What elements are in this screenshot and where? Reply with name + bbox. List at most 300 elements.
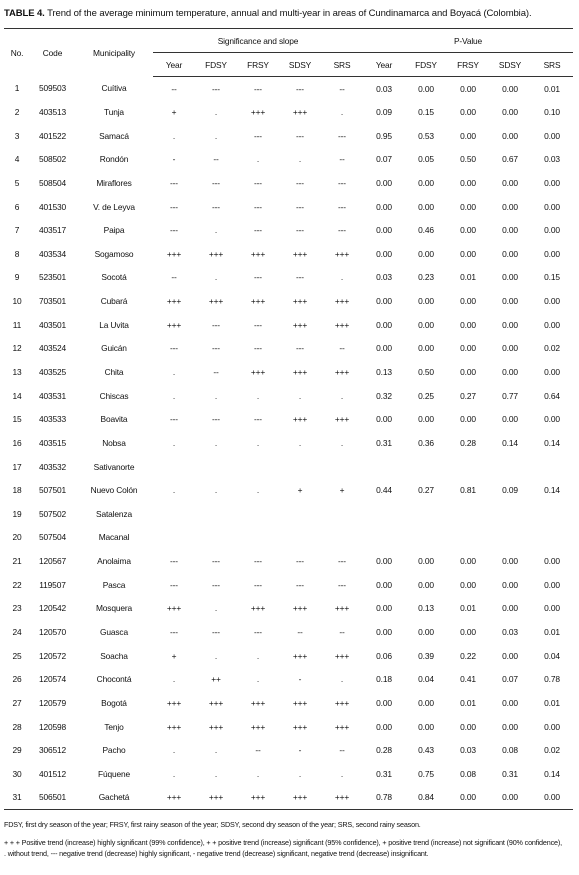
header-p-fdsy: FDSY	[405, 53, 447, 77]
table-row	[4, 549, 573, 573]
p-value-cell: 0.00	[544, 367, 560, 377]
significance-cell: ---	[212, 627, 220, 638]
significance-cell: ---	[170, 556, 178, 567]
p-value-cell: 0.27	[460, 390, 476, 401]
p-value-cell: 0.14	[544, 437, 560, 448]
significance-cell: +++	[208, 721, 224, 732]
station-code: 509503	[38, 83, 67, 94]
header-p-year: Year	[363, 53, 405, 77]
table-header	[4, 29, 573, 77]
row-number: 26	[12, 674, 22, 685]
station-code: 403525	[38, 367, 67, 377]
station-code: 506501	[38, 792, 67, 803]
row-number: 28	[12, 721, 22, 732]
p-value-cell: 0.01	[460, 603, 476, 614]
municipality-name: Rondón	[99, 154, 129, 165]
table-row	[4, 573, 573, 597]
p-value-cell: 0.04	[544, 650, 560, 661]
p-value-cell: 0.00	[418, 201, 434, 212]
significance-cell: .	[214, 603, 218, 614]
table-row	[4, 502, 573, 526]
station-code: 508502	[38, 154, 67, 165]
significance-cell: .	[340, 106, 344, 117]
significance-cell: +++	[292, 367, 308, 377]
station-code: 119507	[39, 579, 66, 590]
significance-cell: ---	[338, 130, 346, 141]
significance-cell: ---	[338, 177, 346, 188]
station-code: 120574	[38, 674, 67, 685]
p-value-cell: 0.44	[376, 485, 392, 496]
significance-cell: .	[298, 437, 302, 448]
significance-cell: .	[214, 485, 218, 496]
p-value-cell: 0.00	[376, 627, 392, 638]
significance-cell: ---	[212, 414, 220, 425]
station-code: 403515	[38, 437, 67, 448]
significance-cell: +++	[166, 792, 182, 803]
significance-cell: ---	[170, 343, 178, 354]
station-code: 523501	[38, 272, 67, 283]
p-value-cell: 0.50	[460, 154, 476, 165]
station-code: 120598	[38, 721, 67, 732]
p-value-cell: 0.00	[544, 130, 560, 141]
significance-cell	[279, 502, 321, 526]
p-value-cell	[405, 526, 447, 550]
p-value-cell: 0.00	[418, 319, 434, 330]
p-value-cell: 0.15	[418, 106, 434, 117]
p-value-cell: 0.31	[376, 768, 392, 779]
significance-cell: -	[298, 674, 302, 685]
table-row	[4, 195, 573, 219]
p-value-cell: 0.53	[418, 130, 434, 141]
significance-cell: +++	[208, 248, 224, 259]
significance-cell: +++	[334, 721, 350, 732]
p-value-cell: 0.00	[502, 650, 518, 661]
p-value-cell: 0.02	[544, 343, 560, 354]
significance-cell: +++	[208, 792, 224, 803]
significance-cell	[195, 502, 237, 526]
significance-cell: ---	[254, 556, 262, 567]
significance-cell: --	[213, 154, 219, 165]
significance-cell: +++	[292, 414, 308, 425]
row-number: 16	[12, 437, 22, 448]
significance-cell: +	[171, 106, 177, 117]
table-row	[4, 384, 573, 408]
p-value-cell: 0.81	[460, 485, 476, 496]
table-row	[4, 147, 573, 171]
p-value-cell	[531, 455, 573, 479]
p-value-cell: 0.00	[460, 83, 476, 94]
table-row	[4, 124, 573, 148]
p-value-cell: 0.10	[544, 106, 560, 117]
p-value-cell: 0.07	[502, 674, 518, 685]
p-value-cell	[489, 526, 531, 550]
significance-cell: ---	[296, 343, 304, 354]
municipality-name: La Uvita	[99, 319, 129, 330]
table-row	[4, 478, 573, 502]
table-row	[4, 597, 573, 621]
p-value-cell: 0.06	[376, 650, 392, 661]
municipality-name: Satalenza	[96, 508, 132, 519]
significance-cell: ---	[296, 130, 304, 141]
p-value-cell: 0.00	[544, 579, 560, 590]
station-code: 120570	[38, 627, 67, 638]
significance-cell	[195, 526, 237, 550]
p-value-cell: 0.00	[544, 225, 560, 236]
p-value-cell: 0.23	[418, 272, 434, 283]
row-number: 5	[14, 177, 20, 188]
p-value-cell: 0.00	[376, 556, 392, 567]
significance-cell: --	[213, 367, 219, 377]
p-value-cell	[447, 455, 489, 479]
p-value-cell: 0.00	[502, 83, 518, 94]
p-value-cell: 0.00	[544, 792, 560, 803]
significance-cell: +	[297, 485, 303, 496]
p-value-cell: 0.00	[376, 697, 392, 708]
significance-cell: ---	[212, 579, 220, 590]
significance-cell: --	[339, 627, 345, 638]
station-code: 403533	[38, 414, 67, 425]
p-value-cell: 0.04	[418, 674, 434, 685]
significance-cell: ---	[338, 556, 346, 567]
significance-cell: .	[214, 650, 218, 661]
significance-cell: ---	[254, 201, 262, 212]
p-value-cell: 0.00	[502, 296, 518, 307]
significance-cell: .	[256, 650, 260, 661]
significance-cell: ---	[212, 201, 220, 212]
municipality-name: Samacá	[99, 130, 129, 141]
significance-cell: ---	[170, 414, 178, 425]
significance-cell: +++	[250, 367, 266, 377]
p-value-cell: 0.00	[544, 319, 560, 330]
row-number: 21	[12, 556, 22, 567]
station-code: 507502	[38, 508, 67, 519]
p-value-cell	[489, 455, 531, 479]
significance-cell: +	[339, 485, 345, 496]
significance-cell: ---	[170, 225, 178, 236]
p-value-cell: 0.03	[502, 627, 518, 638]
table-row	[4, 620, 573, 644]
p-value-cell: 0.00	[418, 414, 434, 425]
municipality-name: Gachetá	[98, 792, 130, 803]
p-value-cell: 0.00	[418, 556, 434, 567]
table-row	[4, 786, 573, 810]
row-number: 7	[14, 225, 20, 236]
significance-cell: +++	[334, 792, 350, 803]
significance-cell: +++	[334, 367, 350, 377]
table-notes	[4, 819, 575, 859]
significance-cell: +++	[250, 248, 266, 259]
p-value-cell: 0.00	[418, 627, 434, 638]
p-value-cell: 0.09	[502, 485, 518, 496]
row-number: 11	[12, 319, 22, 330]
p-value-cell: 0.00	[460, 556, 476, 567]
significance-cell: .	[172, 367, 176, 377]
p-value-cell: 0.32	[376, 390, 392, 401]
table-row	[4, 762, 573, 786]
p-value-cell: 0.14	[502, 437, 518, 448]
p-value-cell: 0.09	[376, 106, 392, 117]
significance-cell	[279, 526, 321, 550]
significance-cell: +++	[250, 792, 266, 803]
significance-cell	[321, 526, 363, 550]
significance-cell: +++	[292, 296, 308, 307]
station-code: 403531	[38, 390, 67, 401]
significance-cell: ---	[296, 83, 304, 94]
significance-cell: .	[340, 768, 344, 779]
significance-cell: .	[172, 130, 176, 141]
significance-cell	[153, 502, 195, 526]
row-number: 12	[12, 343, 22, 354]
significance-cell: .	[214, 130, 218, 141]
municipality-name: Tunja	[104, 106, 124, 117]
p-value-cell: 0.41	[460, 674, 476, 685]
significance-cell	[237, 526, 279, 550]
p-value-cell: 0.00	[544, 721, 560, 732]
p-value-cell: 0.13	[376, 367, 392, 377]
row-number: 27	[12, 697, 22, 708]
p-value-cell: 0.07	[376, 154, 392, 165]
p-value-cell: 0.00	[376, 201, 392, 212]
p-value-cell: 0.77	[502, 390, 518, 401]
station-code: 401522	[38, 130, 67, 141]
significance-cell: .	[214, 106, 218, 117]
row-number: 22	[12, 579, 22, 590]
table-row	[4, 715, 573, 739]
p-value-cell: 0.03	[376, 83, 392, 94]
table-row	[4, 407, 573, 431]
p-value-cell: 0.15	[544, 272, 560, 283]
municipality-name: Cubará	[100, 296, 128, 307]
significance-cell: --	[339, 745, 345, 756]
significance-cell: +++	[292, 697, 308, 708]
municipality-name: Sativanorte	[93, 461, 135, 472]
significance-cell: .	[340, 272, 344, 283]
p-value-cell: 0.01	[544, 83, 560, 94]
significance-cell: +	[171, 650, 177, 661]
p-value-cell: 0.00	[502, 792, 518, 803]
significance-cell: ---	[170, 201, 178, 212]
table-caption	[4, 8, 575, 19]
p-value-cell: 0.67	[502, 154, 518, 165]
significance-cell: .	[256, 154, 260, 165]
significance-cell: .	[340, 437, 344, 448]
significance-cell: +++	[292, 650, 308, 661]
table-row	[4, 77, 573, 101]
significance-cell	[195, 455, 237, 479]
row-number: 23	[12, 603, 22, 614]
significance-cell	[321, 502, 363, 526]
header-significance-group: Significance and slope	[153, 29, 363, 53]
row-number: 31	[12, 792, 22, 803]
station-code: 120572	[38, 650, 67, 661]
p-value-cell: 0.00	[418, 83, 434, 94]
table-row	[4, 644, 573, 668]
significance-cell: ---	[338, 225, 346, 236]
p-value-cell: 0.08	[502, 745, 518, 756]
significance-cell: +++	[334, 603, 350, 614]
p-value-cell: 0.00	[544, 248, 560, 259]
p-value-cell: 0.00	[502, 721, 518, 732]
significance-cell: .	[214, 437, 218, 448]
p-value-cell: 0.22	[460, 650, 476, 661]
significance-cell: +++	[292, 248, 308, 259]
p-value-cell	[531, 526, 573, 550]
p-value-cell: 0.00	[418, 177, 434, 188]
p-value-cell: 0.43	[418, 745, 434, 756]
table-row	[4, 289, 573, 313]
row-number: 3	[14, 130, 20, 141]
table-row	[4, 526, 573, 550]
municipality-name: Nobsa	[102, 437, 126, 448]
p-value-cell: 0.00	[502, 106, 518, 117]
p-value-cell: 0.84	[418, 792, 434, 803]
significance-cell	[237, 502, 279, 526]
station-code: 403532	[38, 461, 67, 472]
p-value-cell: 0.00	[502, 177, 518, 188]
station-code: 403524	[38, 343, 67, 354]
significance-cell: ---	[212, 556, 220, 567]
p-value-cell: 0.00	[502, 414, 518, 425]
municipality-name: Chita	[104, 367, 124, 377]
significance-cell: .	[298, 390, 302, 401]
significance-cell: +++	[334, 697, 350, 708]
municipality-name: Anolaima	[97, 556, 131, 567]
legend-note-line-1: + + + Positive trend (increase) highly significant (99% confidence), + + positive trend (increase) significant (95% confidence), + positive trend (increase) not significant (90% confidence),	[4, 838, 562, 847]
legend-note-line-2: . without trend, --- negative trend (decrease) highly significant, - negative trend (decrease) significant, negative trend (decrease) insignificant.	[4, 849, 429, 858]
significance-cell: .	[214, 390, 218, 401]
significance-cell: +++	[166, 721, 182, 732]
p-value-cell: 0.36	[418, 437, 434, 448]
municipality-name: Paipa	[103, 225, 125, 236]
municipality-name: V. de Leyva	[93, 201, 135, 212]
significance-cell: --	[255, 745, 261, 756]
station-code: 507504	[38, 532, 67, 543]
significance-cell: -	[172, 154, 176, 165]
significance-cell: ---	[338, 201, 346, 212]
p-value-cell: 0.00	[460, 248, 476, 259]
p-value-cell: 0.00	[544, 603, 560, 614]
significance-cell: .	[298, 154, 302, 165]
significance-cell: --	[339, 154, 345, 165]
row-number: 24	[12, 627, 22, 638]
significance-cell: +++	[250, 296, 266, 307]
p-value-cell: 0.00	[376, 296, 392, 307]
p-value-cell: 0.00	[544, 201, 560, 212]
p-value-cell: 0.50	[418, 367, 434, 377]
municipality-name: Chiscas	[99, 390, 129, 401]
significance-cell: .	[298, 768, 302, 779]
row-number: 19	[12, 508, 22, 519]
significance-cell: ---	[212, 343, 220, 354]
p-value-cell: 0.00	[460, 721, 476, 732]
row-number: 10	[12, 296, 22, 307]
p-value-cell: 0.01	[460, 697, 476, 708]
significance-cell: ---	[170, 177, 178, 188]
municipality-name: Mosquera	[95, 603, 133, 614]
significance-cell: .	[214, 225, 218, 236]
significance-cell: ++	[211, 674, 221, 685]
significance-cell	[153, 455, 195, 479]
p-value-cell: 0.64	[544, 390, 560, 401]
significance-cell: ---	[254, 579, 262, 590]
significance-cell: .	[340, 390, 344, 401]
p-value-cell: 0.02	[544, 745, 560, 756]
significance-cell: ---	[254, 130, 262, 141]
significance-cell: .	[172, 390, 176, 401]
p-value-cell	[363, 502, 405, 526]
significance-cell: +++	[166, 319, 182, 330]
municipality-name: Pacho	[102, 745, 126, 756]
significance-cell: ---	[170, 627, 178, 638]
p-value-cell: 0.00	[544, 177, 560, 188]
significance-cell: ---	[254, 83, 262, 94]
significance-cell: +++	[292, 603, 308, 614]
p-value-cell	[405, 502, 447, 526]
significance-cell: +++	[292, 319, 308, 330]
station-code: 306512	[38, 745, 67, 756]
p-value-cell: 0.00	[376, 248, 392, 259]
p-value-cell: 0.00	[376, 721, 392, 732]
p-value-cell: 0.01	[544, 627, 560, 638]
table-row	[4, 313, 573, 337]
p-value-cell: 0.75	[418, 768, 434, 779]
station-code: 403517	[38, 225, 67, 236]
significance-cell: ---	[254, 177, 262, 188]
significance-cell: +++	[166, 697, 182, 708]
p-value-cell: 0.00	[418, 296, 434, 307]
significance-cell: +++	[208, 296, 224, 307]
municipality-name: Tenjo	[104, 721, 124, 732]
station-code: 401512	[38, 768, 67, 779]
municipality-name: Sogamoso	[94, 248, 134, 259]
table-row	[4, 691, 573, 715]
station-code: 120567	[38, 556, 67, 567]
row-number: 29	[12, 745, 22, 756]
significance-cell	[153, 526, 195, 550]
header-pvalue-group: P-Value	[363, 29, 573, 53]
p-value-cell: 0.27	[418, 485, 434, 496]
row-number: 9	[14, 272, 20, 283]
significance-cell: +++	[334, 296, 350, 307]
significance-cell: ---	[296, 225, 304, 236]
significance-cell: .	[214, 768, 218, 779]
significance-cell: .	[214, 272, 218, 283]
station-code: 403534	[38, 248, 67, 259]
significance-cell: ---	[254, 343, 262, 354]
significance-cell: ---	[254, 414, 262, 425]
header-sig-sdsy: SDSY	[279, 53, 321, 77]
header-p-frsy: FRSY	[447, 53, 489, 77]
significance-cell: ---	[254, 319, 262, 330]
significance-cell: +++	[166, 603, 182, 614]
significance-cell: .	[256, 768, 260, 779]
p-value-cell: 0.00	[376, 225, 392, 236]
p-value-cell	[363, 455, 405, 479]
caption-label: TABLE 4.	[4, 8, 45, 19]
significance-cell: --	[171, 83, 177, 94]
p-value-cell: 0.00	[460, 106, 476, 117]
significance-cell: .	[256, 485, 260, 496]
significance-cell	[279, 455, 321, 479]
p-value-cell: 0.00	[460, 792, 476, 803]
p-value-cell: 0.00	[502, 201, 518, 212]
municipality-name: Guicán	[101, 343, 127, 354]
p-value-cell: 0.01	[460, 272, 476, 283]
significance-cell: --	[339, 343, 345, 354]
municipality-name: Soacha	[100, 650, 128, 661]
p-value-cell: 0.14	[544, 768, 560, 779]
municipality-name: Pasca	[102, 579, 126, 590]
